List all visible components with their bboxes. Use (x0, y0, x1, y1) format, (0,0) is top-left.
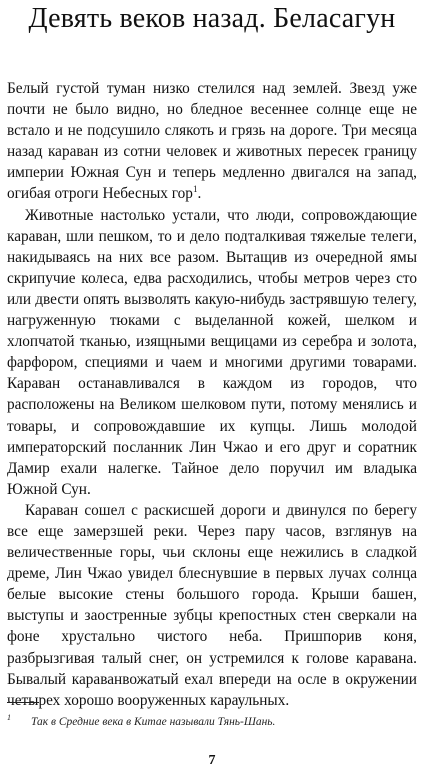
paragraph-1-tail: . (197, 185, 202, 203)
body-text (7, 78, 417, 711)
paragraph-2: Животные настолько устали, что люди, сопровождающие караван, шли пешком, то и дело подталкивая тяжелые телеги, накидываясь на них все разом. Вытащив из очередной ямы скрипучие колеса, едва расходились, чтобы метров через сто или двести опять вызволять какую-нибудь застрявшую телегу, нагруженную тюками с выделанной кожей, шелком и хлопчатой тканью, изящными вещицами из серебра и золота, фарфором, специями и чаем и многими другими товарами. Караван останавливался в каждом из городов, что расположены на Великом шелковом пути, потому менялись и товары, и сопровождавшие их купцы. Лишь молодой императорский посланник Лин Чжао и его друг и соратник Дамир ехали налегке. Тайное дело поручил им владыка Южной Сун. (7, 206, 417, 498)
footnote-text: Так в Средние века в Китае называли Тянь-Шань. (31, 716, 276, 728)
paragraph-1 (7, 78, 417, 205)
paragraph-3: Караван сошел с раскисшей дороги и двинулся по берегу все еще замерзшей реки. Через пару часов, взглянув на величественные горы, чьи склоны еще нежились в сладкой дреме, Лин Чжао увидел блеснувшие в первых лучах солнца белые высокие стены большого города. Крыши башен, выступы и заостренные зубцы крепостных стен сверкали на фоне хрустально чистого неба. Пришпорив коня, разбрызгивая талый снег, он устремился к голове каравана. Бывалый караванвожатый ехал впереди на осле в окружении четырех хорошо вооруженных караульных. (7, 501, 417, 709)
footnote: 1 Так в Средние века в Китае называли Тянь-Шань. (7, 713, 276, 728)
footnote-reference: 1 (192, 184, 198, 195)
paragraph-1-text: Белый густой туман низко стелился над землей. Звезд уже почти не было видно, но бледное весеннее солнце еще не встало и не подсушило слякоть и грязь на дороге. Три месяца назад караван из сотни человек и животных пересек границу империи Южная Сун и теперь медленно двигался на запад, огибая отроги Небесных гор (7, 80, 417, 203)
chapter-title: Девять веков назад. Беласагун (28, 3, 396, 34)
page-number: 7 (208, 753, 216, 768)
footnote-divider (7, 702, 39, 703)
